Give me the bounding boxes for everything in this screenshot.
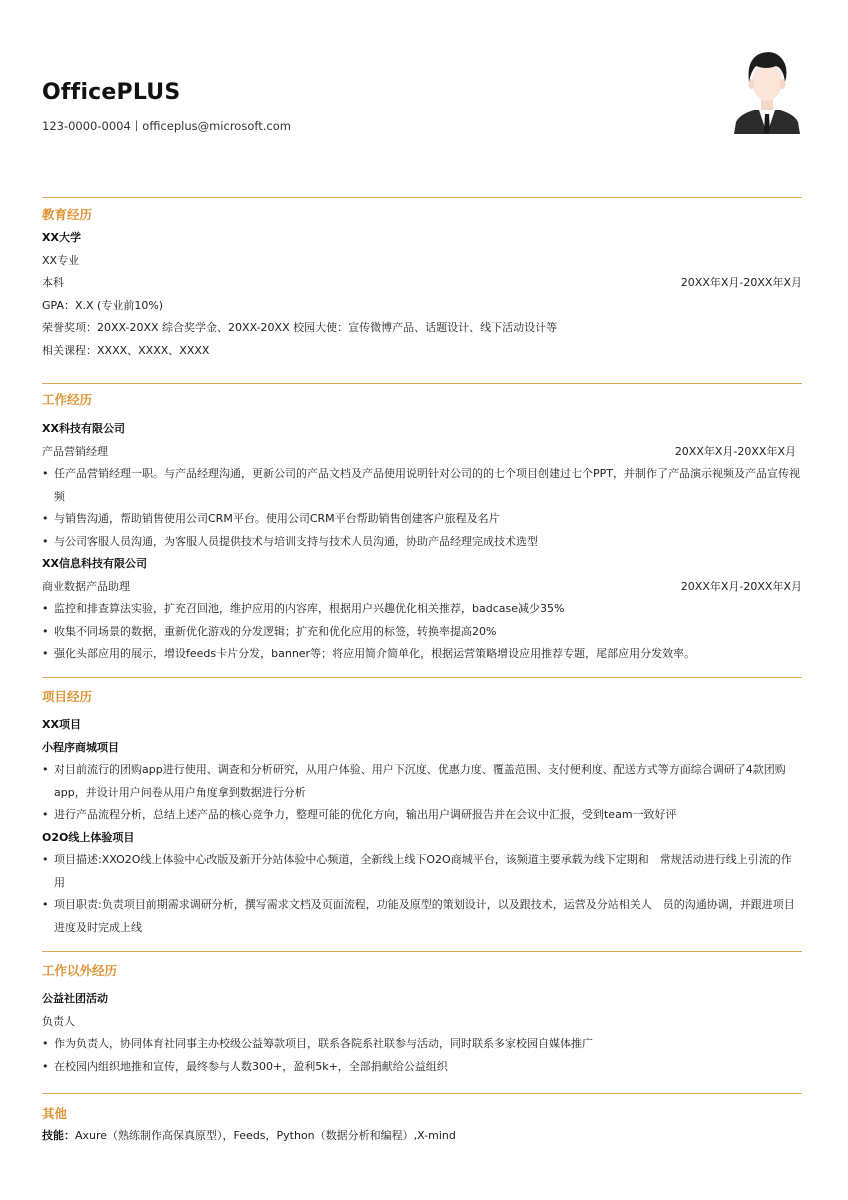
list-item: • 强化头部应用的展示，增设feeds卡片分发，banner等；将应用简介简单化，根据运营策略增设应用推荐专题，尾部应用分发效率。 <box>42 643 802 666</box>
list-item: • 进行产品流程分析，总结上述产品的核心竞争力，整理可能的优化方向，输出用户调研报告并在会议中汇报，受到team一致好评 <box>42 804 802 827</box>
list-item: • 项目描述:XXO2O线上体验中心改版及新开分站体验中心频道，全新线上线下O2O商城平台，该频道主要承载为线下定期和 常规活动进行线上引流的作用 <box>42 849 802 894</box>
list-item: • 在校园内组织地推和宣传，最终参与人数300+，盈利5k+，全部捐献给公益组织 <box>42 1056 802 1079</box>
org-role: 负责人 <box>42 1014 75 1028</box>
honors: 荣誉奖项：20XX-20XX 综合奖学金、20XX-20XX 校园大使：宣传微博产品、话题设计、线下活动设计等 <box>42 321 558 334</box>
list-item: • 项目职责:负责项目前期需求调研分析，撰写需求文档及页面流程，功能及原型的策划设计，以及跟技术，运营及分站相关人 员的沟通协调，并跟进项目进度及时完成上线 <box>42 894 802 939</box>
work-section <box>42 390 802 666</box>
contact-info: 123-0000-0004丨officeplus@microsoft.com <box>42 119 291 133</box>
project-name: 小程序商城项目 <box>42 740 119 754</box>
list-item: • 监控和排查算法实验，扩充召回池，维护应用的内容库，根据用户兴趣优化相关推荐，badcase减少35% <box>42 598 802 621</box>
section-title-other: 其他 <box>42 1106 68 1121</box>
list-item: • 与公司客服人员沟通，为客服人员提供技术与培训支持与技术人员沟通，协助产品经理完成技术选型 <box>42 531 802 554</box>
degree: 本科 <box>42 276 64 289</box>
projects-section <box>42 687 802 939</box>
other-section <box>42 1104 802 1148</box>
role-row <box>42 576 802 599</box>
divider <box>42 383 802 384</box>
degree-row <box>42 272 802 295</box>
job-dates: 20XX年X月-20XX年X月 <box>680 579 802 593</box>
education-dates: 20XX年X月-20XX年X月 <box>680 276 802 289</box>
courses: 相关课程：XXXX、XXXX、XXXX <box>42 343 210 357</box>
project-group: XX项目 <box>42 718 81 731</box>
company-name: XX信息科技有限公司 <box>42 557 147 570</box>
job-role: 商业数据产品助理 <box>42 579 130 593</box>
divider <box>42 197 802 198</box>
skills-text: Axure（熟练制作高保真原型），Feeds，Python（数据分析和编程）,X-mind <box>75 1129 456 1142</box>
section-title-education: 教育经历 <box>42 207 93 222</box>
education-section <box>42 205 802 362</box>
avatar <box>732 44 802 134</box>
company-name: XX科技有限公司 <box>42 422 125 435</box>
org-name: 公益社团活动 <box>42 992 108 1005</box>
major: XX专业 <box>42 253 80 267</box>
skills-row <box>42 1125 802 1148</box>
section-title-projects: 项目经历 <box>42 689 93 704</box>
list-item: • 作为负责人，协同体育社同事主办校级公益筹款项目，联系各院系社联参与活动，同时联系多家校园自媒体推广 <box>42 1033 802 1056</box>
divider <box>42 677 802 678</box>
section-title-extra: 工作以外经历 <box>42 963 118 978</box>
gpa: GPA：X.X (专业前10%) <box>42 298 164 312</box>
skills-label: 技能： <box>42 1129 75 1142</box>
role-row <box>42 441 802 464</box>
job-dates: 20XX年X月-20XX年X月 <box>674 444 796 458</box>
list-item: • 收集不同场景的数据，重新优化游戏的分发逻辑；扩充和优化应用的标签，转换率提高20% <box>42 621 802 644</box>
list-item: • 任产品营销经理一职。与产品经理沟通，更新公司的产品文档及产品使用说明针对公司的的七个项目创建过七个PPT，并制作了产品演示视频及产品宣传视频 <box>42 463 802 508</box>
project-name: O2O线上体验项目 <box>42 830 135 844</box>
divider <box>42 1093 802 1094</box>
school-name: XX大学 <box>42 231 81 244</box>
extra-section <box>42 961 802 1078</box>
list-item: • 对目前流行的团购app进行使用、调查和分析研究，从用户体验、用户下沉度、优惠力度、覆盖范围、支付便利度、配送方式等方面综合调研了4款团购app，并设计用户问卷从用户角度拿到数据进行分析 <box>42 759 802 804</box>
job-role: 产品营销经理 <box>42 444 108 458</box>
candidate-name: OfficePLUS <box>42 80 181 105</box>
list-item: • 与销售沟通，帮助销售使用公司CRM平台。使用公司CRM平台帮助销售创建客户旅程及名片 <box>42 508 802 531</box>
section-title-work: 工作经历 <box>42 392 93 407</box>
divider <box>42 951 802 952</box>
